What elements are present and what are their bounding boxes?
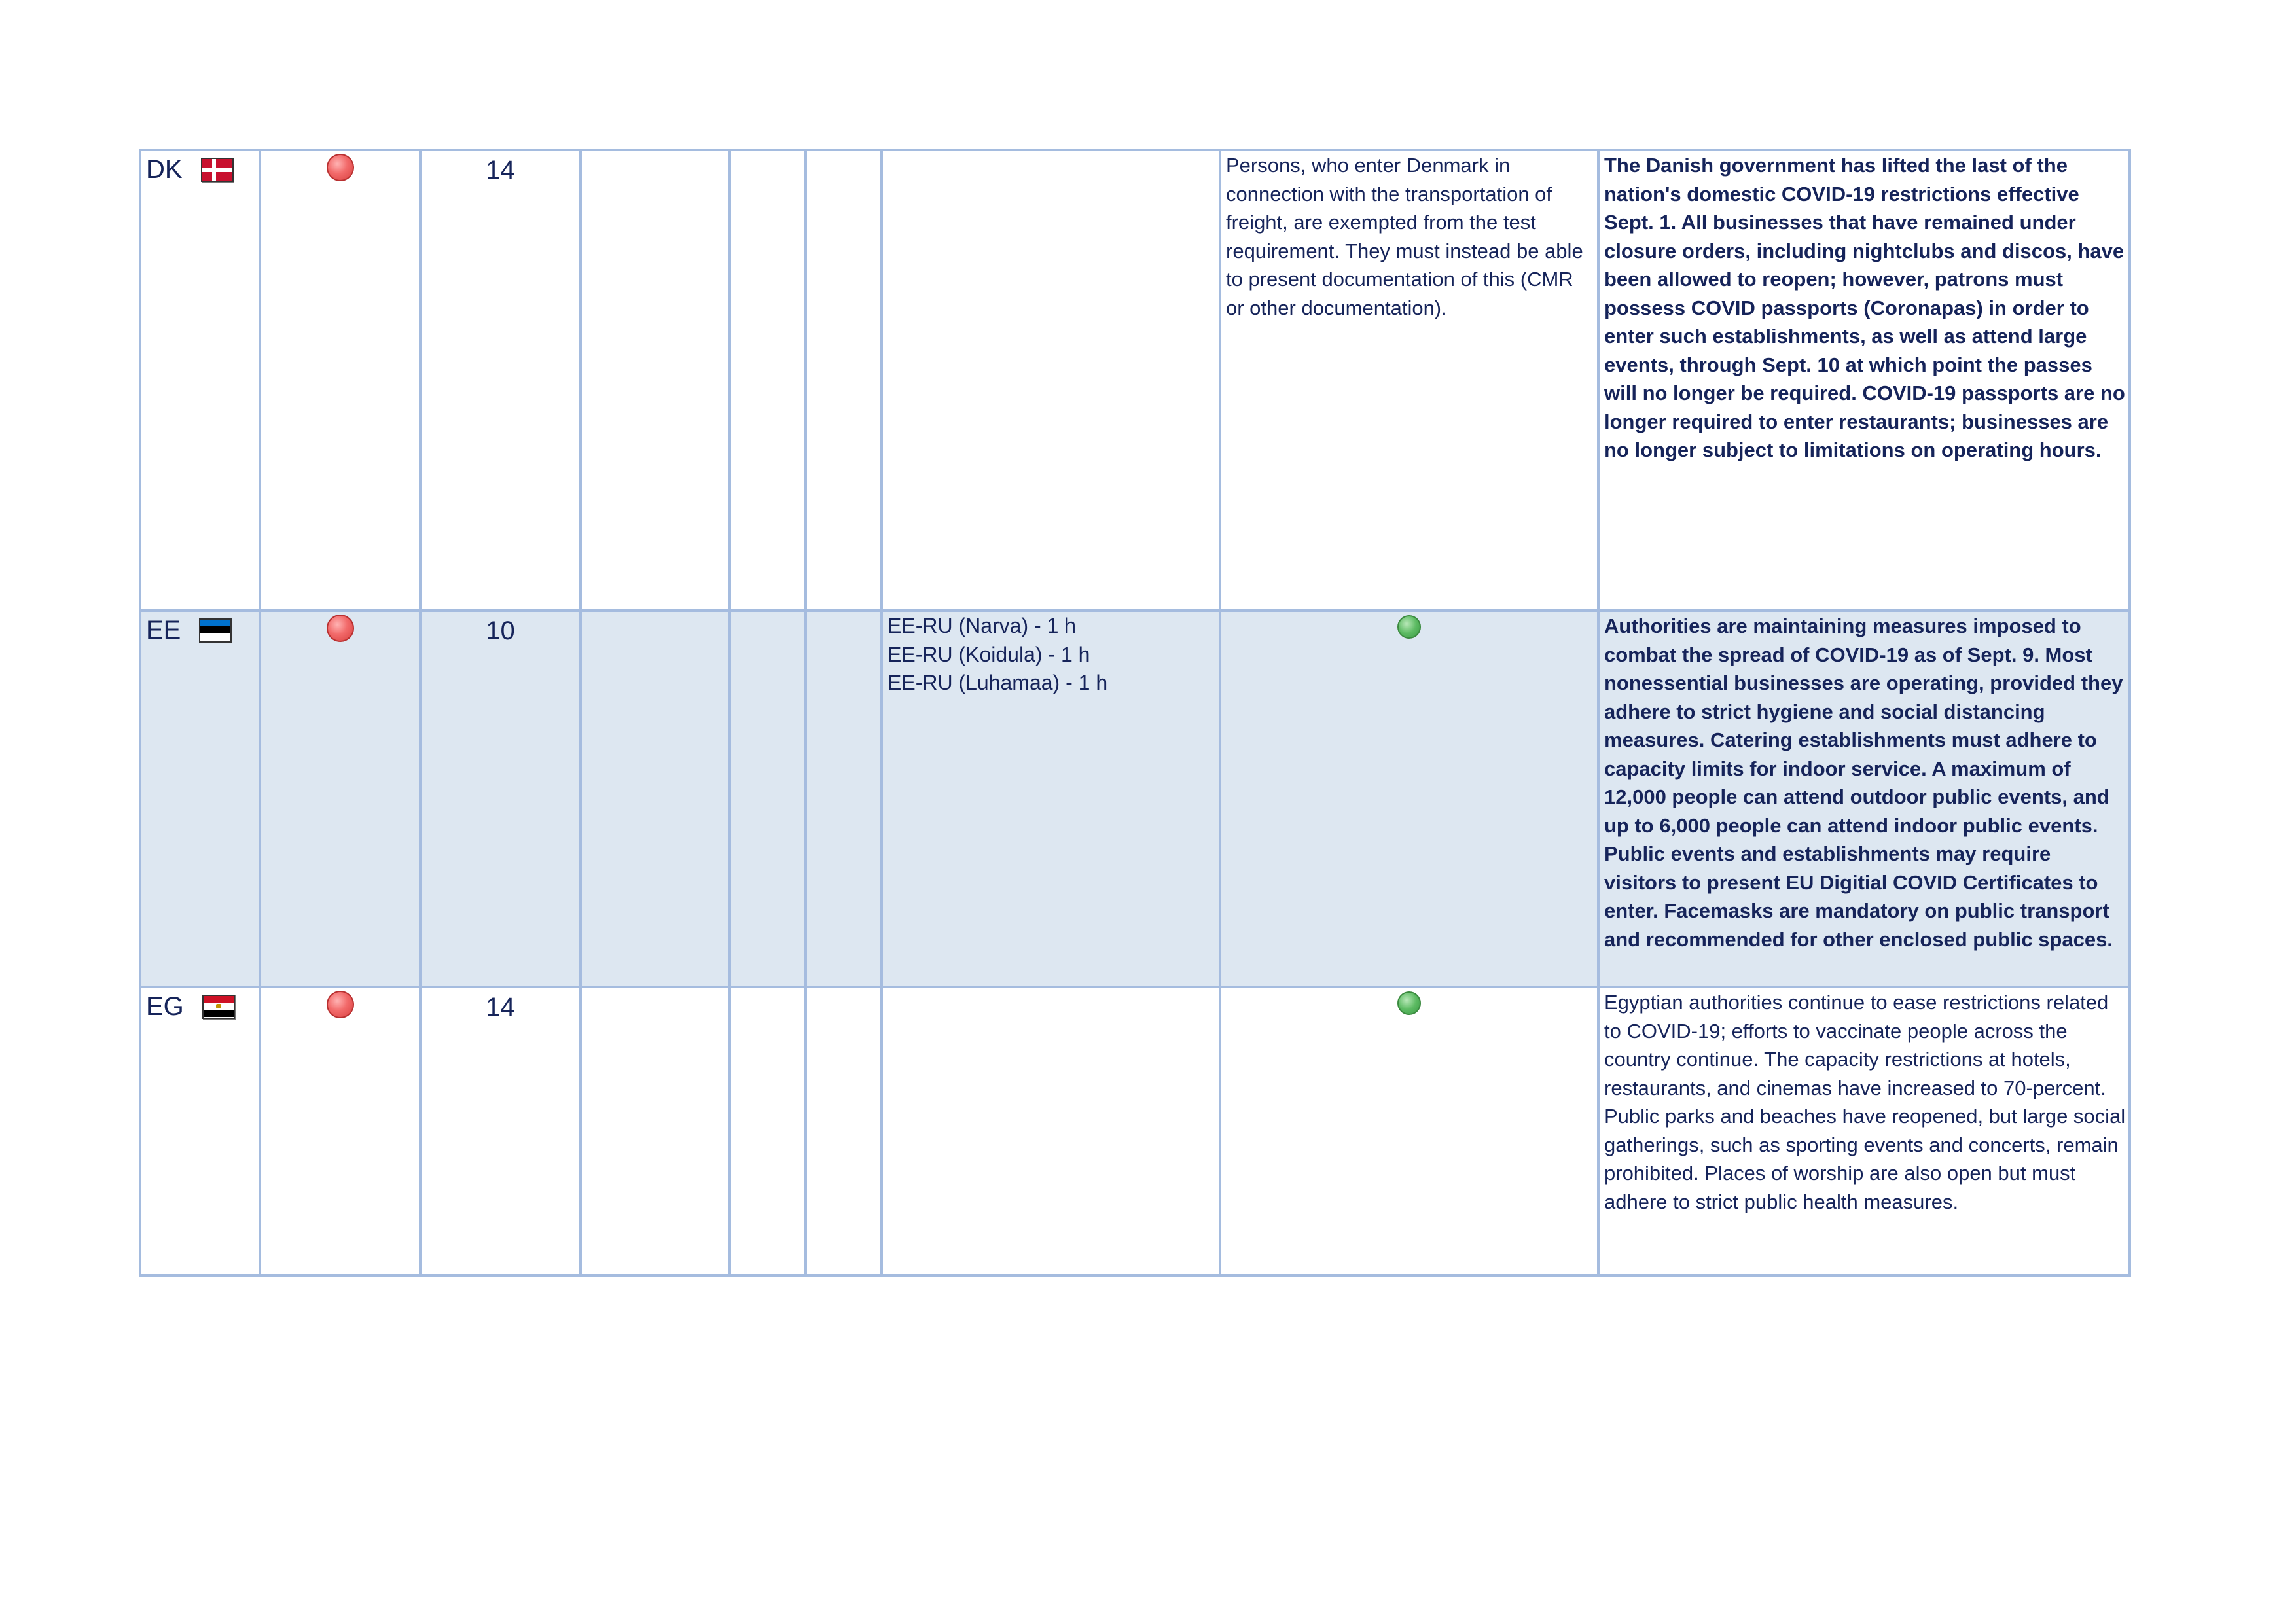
table-row-dk: [140, 150, 2130, 611]
freight-cell: [1220, 611, 1598, 987]
country-code: EG: [146, 992, 184, 1021]
status-cell: [260, 150, 420, 611]
empty-cell: [806, 987, 882, 1275]
days-cell: [420, 150, 581, 611]
crossings-cell: [882, 987, 1220, 1275]
days-cell: [420, 987, 581, 1275]
empty-cell: [806, 150, 882, 611]
empty-cell: [730, 150, 806, 611]
green-status-icon: [1397, 991, 1421, 1015]
days-cell: [420, 611, 581, 987]
green-status-icon: [1397, 615, 1421, 639]
country-cell: [140, 150, 260, 611]
freight-note: Persons, who enter Denmark in connection with the transportation of freight, are exempted from the test requirement. They must instead be able to present documentation of this (CMR or other documentation).: [1226, 154, 1583, 319]
country-restrictions-table: [139, 149, 2131, 1277]
freight-cell: [1220, 150, 1598, 611]
border-crossing: EE-RU (Luhamaa) - 1 h: [888, 671, 1108, 694]
quarantine-days: 10: [486, 616, 515, 645]
quarantine-days: 14: [486, 993, 515, 1022]
country-cell: [140, 987, 260, 1275]
restrictions-notes: The Danish government has lifted the last of the nation's domestic COVID-19 restrictions effective Sept. 1. All businesses that have remained under closure orders, including nightclubs and discos, have been allowed to reopen; however, patrons must possess COVID passports (Coronapas) in order to enter such establishments, as well as attend large events, through Sept. 10 at which point the passes will no longer be required. COVID-19 passports are no longer required to enter restaurants; businesses are no longer subject to limitations on operating hours.: [1604, 154, 2125, 461]
status-cell: [260, 987, 420, 1275]
crossings-cell: [882, 150, 1220, 611]
country-code: DK: [146, 155, 183, 184]
empty-cell: [730, 611, 806, 987]
empty-cell: [730, 987, 806, 1275]
restrictions-notes: Egyptian authorities continue to ease restrictions related to COVID-19; efforts to vaccinate people across the country continue. The capacity restrictions at hotels, restaurants, and cinemas have increased to 70-percent. Public parks and beaches have reopened, but large social gatherings, such as sporting events and concerts, remain prohibited. Places of worship are also open but must adhere to strict public health measures.: [1604, 991, 2126, 1213]
quarantine-days: 14: [486, 156, 515, 185]
border-crossing: EE-RU (Koidula) - 1 h: [888, 642, 1090, 666]
red-status-icon: [327, 615, 354, 642]
egypt-flag-icon: [202, 995, 235, 1019]
restrictions-notes: Authorities are maintaining measures imposed to combat the spread of COVID-19 as of Sept. 9. Most nonessential businesses are operating, provided they adhere to strict hygiene and social distancing measures. Catering establishments must adhere to capacity limits for indoor service. A maximum of 12,000 people can attend outdoor public events, and up to 6,000 people can attend indoor public events. Public events and establishments may require visitors to present EU Digitial COVID Certificates to enter. Facemasks are mandatory on public transport and recommended for other enclosed public spaces.: [1604, 615, 2123, 951]
table-row-ee: [140, 611, 2130, 987]
status-cell: [260, 611, 420, 987]
country-cell: [140, 611, 260, 987]
empty-cell: [806, 611, 882, 987]
country-code: EE: [146, 616, 181, 645]
red-status-icon: [327, 154, 354, 181]
crossings-cell: [882, 611, 1220, 987]
empty-cell: [581, 150, 730, 611]
denmark-flag-icon: [201, 158, 234, 182]
freight-cell: [1220, 987, 1598, 1275]
empty-cell: [581, 987, 730, 1275]
empty-cell: [581, 611, 730, 987]
notes-cell: [1598, 987, 2130, 1275]
notes-cell: [1598, 150, 2130, 611]
border-crossing: EE-RU (Narva) - 1 h: [888, 614, 1077, 637]
notes-cell: [1598, 611, 2130, 987]
red-status-icon: [327, 991, 354, 1018]
estonia-flag-icon: [199, 618, 232, 643]
table-row-eg: [140, 987, 2130, 1275]
